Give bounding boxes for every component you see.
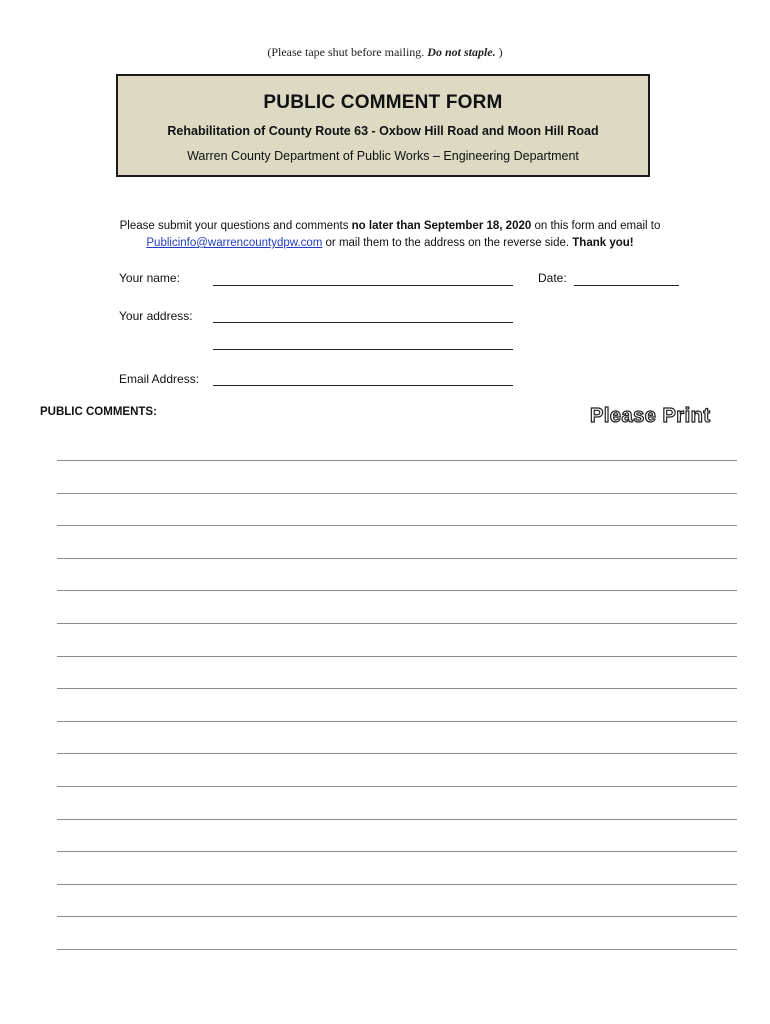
email-link[interactable]: Publicinfo@warrencountydpw.com bbox=[146, 237, 323, 249]
comment-line[interactable] bbox=[57, 916, 737, 917]
comment-line[interactable] bbox=[57, 493, 737, 494]
email-field[interactable] bbox=[213, 385, 513, 386]
form-title: PUBLIC COMMENT FORM bbox=[263, 92, 503, 113]
instructions-text-1: Please submit your questions and comments bbox=[119, 220, 352, 232]
comment-line[interactable] bbox=[57, 623, 737, 624]
public-comments-label: PUBLIC COMMENTS: bbox=[40, 406, 157, 418]
thank-you-text: Thank you! bbox=[572, 237, 634, 249]
comment-line[interactable] bbox=[57, 688, 737, 689]
comment-line[interactable] bbox=[57, 753, 737, 754]
mailing-instruction-emphasis: Do not staple. bbox=[427, 45, 496, 59]
submission-instructions bbox=[40, 218, 740, 252]
date-field[interactable] bbox=[574, 285, 679, 286]
comment-line[interactable] bbox=[57, 786, 737, 787]
comment-line[interactable] bbox=[57, 819, 737, 820]
mailing-instruction-prefix: (Please tape shut before mailing. bbox=[267, 45, 428, 59]
comment-line[interactable] bbox=[57, 525, 737, 526]
form-header-box bbox=[116, 74, 650, 177]
address-label: Your address: bbox=[119, 309, 193, 323]
department-title: Warren County Department of Public Works – Engineering Department bbox=[187, 149, 579, 163]
name-label: Your name: bbox=[119, 271, 180, 285]
comment-line[interactable] bbox=[57, 460, 737, 461]
address-field-line-1[interactable] bbox=[213, 322, 513, 323]
mailing-instruction bbox=[0, 45, 770, 60]
comment-line[interactable] bbox=[57, 721, 737, 722]
comment-line[interactable] bbox=[57, 949, 737, 950]
instructions-text-3: or mail them to the address on the reverse side. bbox=[322, 237, 573, 249]
name-field[interactable] bbox=[213, 285, 513, 286]
project-title: Rehabilitation of County Route 63 - Oxbow Hill Road and Moon Hill Road bbox=[167, 124, 599, 138]
comment-line[interactable] bbox=[57, 884, 737, 885]
comment-line[interactable] bbox=[57, 656, 737, 657]
comment-line[interactable] bbox=[57, 590, 737, 591]
please-print-note: Please Print bbox=[590, 405, 711, 427]
deadline-text: no later than September 18, 2020 bbox=[351, 220, 532, 232]
mailing-instruction-suffix: ) bbox=[495, 45, 503, 59]
instructions-text-2: on this form and email to bbox=[531, 220, 661, 232]
comment-line[interactable] bbox=[57, 851, 737, 852]
comment-line[interactable] bbox=[57, 558, 737, 559]
email-label: Email Address: bbox=[119, 372, 200, 386]
date-label: Date: bbox=[538, 271, 567, 285]
address-field-line-2[interactable] bbox=[213, 349, 513, 350]
